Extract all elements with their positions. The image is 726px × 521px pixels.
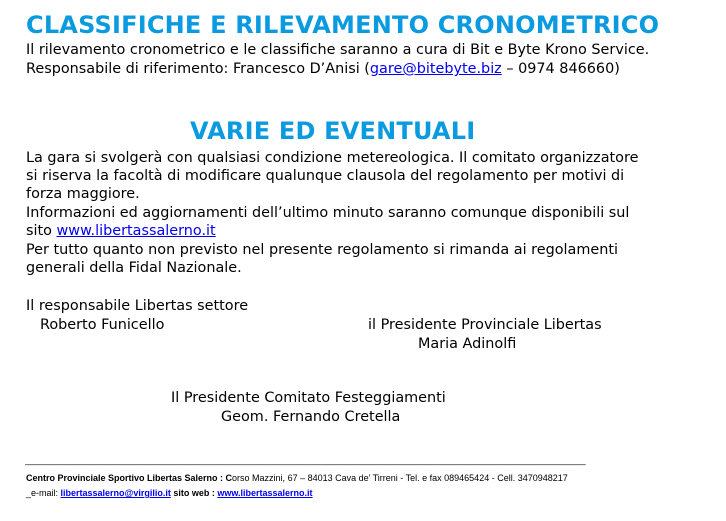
footer-email-label: _e-mail: xyxy=(26,488,61,498)
varie-text-line-4: Informazioni ed aggiornamenti dell’ultimo minuto saranno comunque disponibili sul xyxy=(26,205,630,221)
footer-contact-line xyxy=(26,488,313,499)
responsabile-phone: – 0974 846660) xyxy=(501,61,620,77)
right-signature-role: il Presidente Provinciale Libertas xyxy=(368,317,602,333)
center-signature-name: Geom. Fernando Cretella xyxy=(221,409,401,425)
varie-text-line-1: La gara si svolgerà con qualsiasi condizione metereologica. Il comitato organizzatore xyxy=(26,150,639,166)
right-signature-name: Maria Adinolfi xyxy=(418,336,517,352)
left-signature-role: Il responsabile Libertas settore xyxy=(26,298,249,314)
section-title-classifiche: CLASSIFICHE E RILEVAMENTO CRONOMETRICO xyxy=(26,11,660,39)
footer-site-label: sito web : xyxy=(170,488,218,498)
footer-address-line xyxy=(26,473,568,484)
classifiche-text-line-1: Il rilevamento cronometrico e le classifiche saranno a cura di Bit e Byte Krono Service. xyxy=(26,42,650,58)
footer-site-link[interactable]: www.libertassalerno.it xyxy=(217,488,313,498)
varie-text-line-3: forza maggiore. xyxy=(26,186,140,202)
left-signature-name: Roberto Funicello xyxy=(40,317,165,333)
gare-email-link[interactable]: gare@bitebyte.biz xyxy=(369,61,502,77)
footer-email-link[interactable]: libertassalerno@virgilio.it xyxy=(60,488,171,498)
responsabile-label: Responsabile di riferimento: Francesco D’Anisi ( xyxy=(26,61,370,77)
footer-rule: ________________________________________________________________________________________________________________ xyxy=(25,455,586,465)
center-signature-role: Il Presidente Comitato Festeggiamenti xyxy=(171,390,446,406)
classifiche-text-line-2 xyxy=(26,60,620,78)
varie-text-line-2: si riserva la facoltà di modificare qualunque clausola del regolamento per motivi di xyxy=(26,168,625,184)
footer-address: orso Mazzini, 67 – 84013 Cava de’ Tirreni - Tel. e fax 089465424 - Cell. 3470948217 xyxy=(232,473,568,483)
varie-text-line-5 xyxy=(26,222,216,240)
libertas-site-link[interactable]: www.libertassalerno.it xyxy=(56,223,216,239)
varie-text-line-6: Per tutto quanto non previsto nel presente regolamento si rimanda ai regolamenti xyxy=(26,242,618,258)
varie-text-line-7: generali della Fidal Nazionale. xyxy=(26,260,242,276)
footer-org-name: Centro Provinciale Sportivo Libertas Salerno : C xyxy=(26,473,233,483)
section-title-varie: VARIE ED EVENTUALI xyxy=(190,117,476,145)
sito-label: sito xyxy=(26,223,57,239)
